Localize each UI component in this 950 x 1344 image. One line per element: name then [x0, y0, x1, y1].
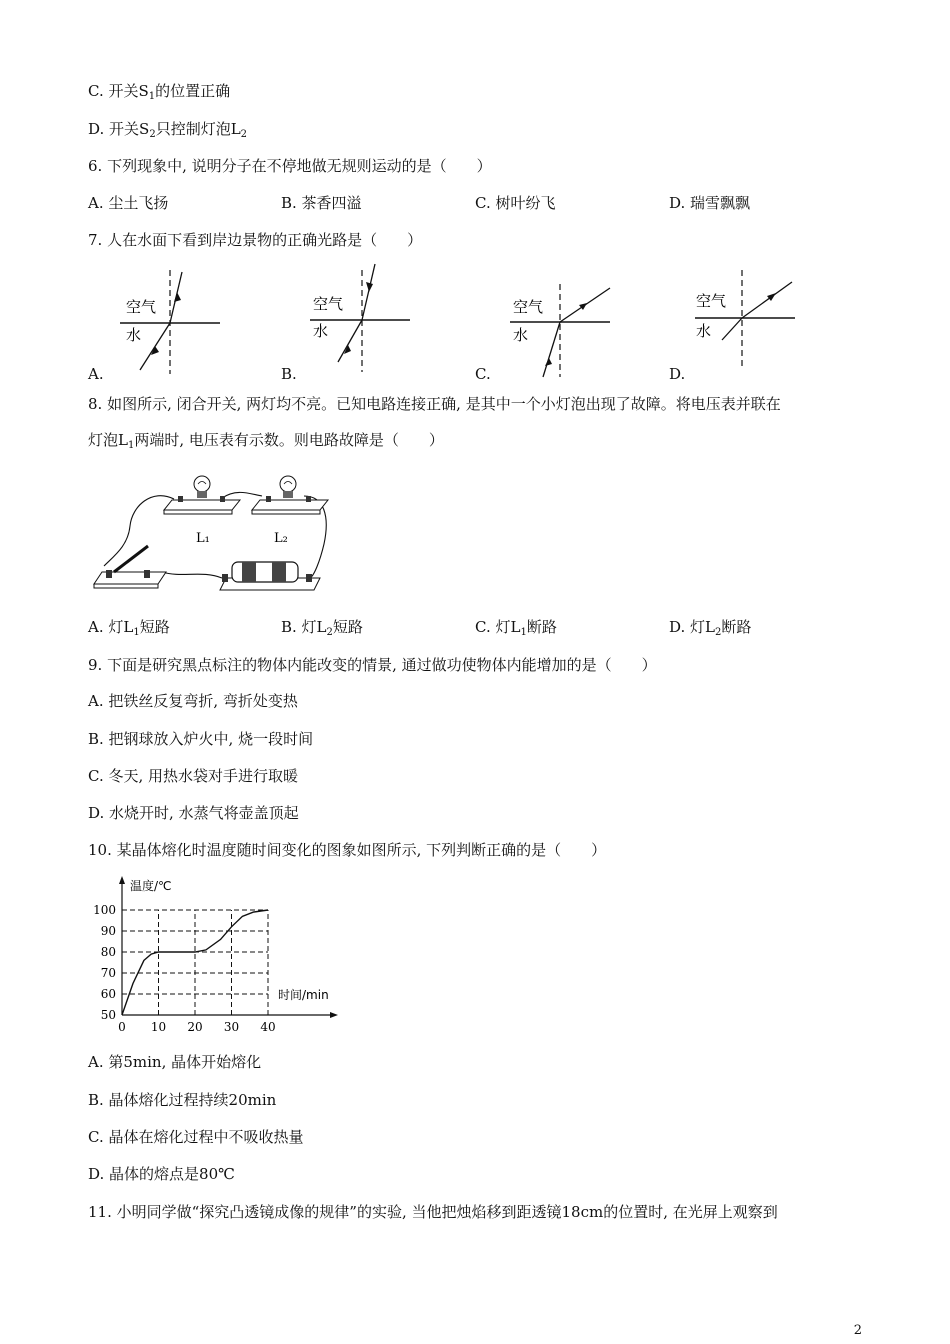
q5-option-c: C. 开关$S_1$的位置正确 [88, 82, 231, 102]
svg-text:水: 水 [513, 326, 529, 344]
svg-text:水: 水 [313, 322, 329, 340]
q7-diagram-c [505, 282, 620, 382]
svg-text:空气: 空气 [696, 292, 727, 310]
q8-option-b: B. 灯$L_2$短路 [281, 618, 363, 638]
q10-option-b: B. 晶体熔化过程持续20min [88, 1091, 277, 1109]
water-label: 水 [126, 326, 142, 344]
svg-text:空气: 空气 [313, 295, 344, 313]
q7-stem: 7. 人在水面下看到岸边景物的正确光路是（ ） [88, 231, 423, 249]
q7-label-c: C. [475, 365, 491, 383]
q8-stem-line1: 8. 如图所示, 闭合开关, 两灯均不亮。已知电路连接正确, 是其中一个小灯泡出现了故障。将电压表并联在 [88, 395, 781, 413]
y-tick-label: 80 [100, 945, 116, 959]
air-label: 空气 [126, 298, 157, 316]
q10-option-d: D. 晶体的熔点是80℃ [88, 1165, 235, 1183]
q9-option-b: B. 把钢球放入炉火中, 烧一段时间 [88, 730, 314, 748]
q9-option-c: C. 冬天, 用热水袋对手进行取暖 [88, 767, 299, 785]
lamp2-label: L₂ [274, 531, 288, 546]
q6-option-a: A. 尘土飞扬 [88, 194, 169, 212]
q9-option-d: D. 水烧开时, 水蒸气将壶盖顶起 [88, 804, 299, 822]
q10-stem: 10. 某晶体熔化时温度随时间变化的图象如图所示, 下列判断正确的是（ ） [88, 841, 607, 859]
q8-option-c: C. 灯$L_1$断路 [475, 618, 557, 638]
q6-option-b: B. 茶香四溢 [281, 194, 362, 212]
x-axis-arrow [330, 1012, 338, 1018]
page-number: 2 [853, 1323, 862, 1338]
q8-option-a: A. 灯$L_1$短路 [88, 618, 170, 638]
q7-label-a: A. [88, 365, 104, 383]
svg-text:空气: 空气 [513, 298, 544, 316]
q10-temperature-chart [88, 872, 348, 1040]
q10-option-a: A. 第5min, 晶体开始熔化 [88, 1053, 262, 1071]
q9-stem: 9. 下面是研究黑点标注的物体内能改变的情景, 通过做功使物体内能增加的是（ ） [88, 656, 657, 674]
x-tick-label: 10 [150, 1020, 167, 1034]
q6-stem: 6. 下列现象中, 说明分子在不停地做无规则运动的是（ ） [88, 157, 492, 175]
q5-option-d: D. 开关$S_2$只控制灯泡$L_2$ [88, 120, 248, 140]
q11-stem: 11. 小明同学做“探究凸透镜成像的规律”的实验, 当他把烛焰移到距透镜18cm的位置时, 在光屏上观察到 [88, 1203, 778, 1221]
q8-circuit-diagram [92, 466, 337, 596]
q6-option-c: C. 树叶纷飞 [475, 194, 556, 212]
lamp1-label: L₁ [196, 531, 210, 546]
q8-stem-line2: 灯泡$L_1$两端时, 电压表有示数。则电路故障是（ ） [88, 431, 444, 451]
y-tick-label: 100 [93, 903, 116, 917]
y-tick-label: 60 [100, 987, 116, 1001]
q10-option-c: C. 晶体在熔化过程中不吸收热量 [88, 1128, 304, 1146]
x-tick-label: 20 [187, 1020, 203, 1034]
y-tick-label: 90 [100, 924, 116, 938]
q6-option-d: D. 瑞雪飘飘 [669, 194, 751, 212]
q7-diagram-d [690, 268, 805, 368]
q8-option-d: D. 灯$L_2$断路 [669, 618, 752, 638]
x-tick-label: 30 [223, 1020, 240, 1034]
x-tick-label: 40 [260, 1020, 276, 1034]
y-axis-arrow [119, 876, 125, 884]
q7-label-d: D. [669, 365, 686, 383]
q7-label-b: B. [281, 365, 297, 383]
y-tick-label: 70 [100, 966, 116, 980]
y-tick-label: 50 [100, 1008, 116, 1022]
y-axis-label: 温度/℃ [130, 879, 172, 893]
x-tick-label: 0 [118, 1020, 126, 1034]
q7-diagram-a [110, 268, 225, 378]
q9-option-a: A. 把铁丝反复弯折, 弯折处变热 [88, 692, 298, 710]
x-axis-label: 时间/min [278, 988, 329, 1002]
q7-diagram-b [305, 262, 420, 372]
svg-text:水: 水 [696, 322, 712, 340]
